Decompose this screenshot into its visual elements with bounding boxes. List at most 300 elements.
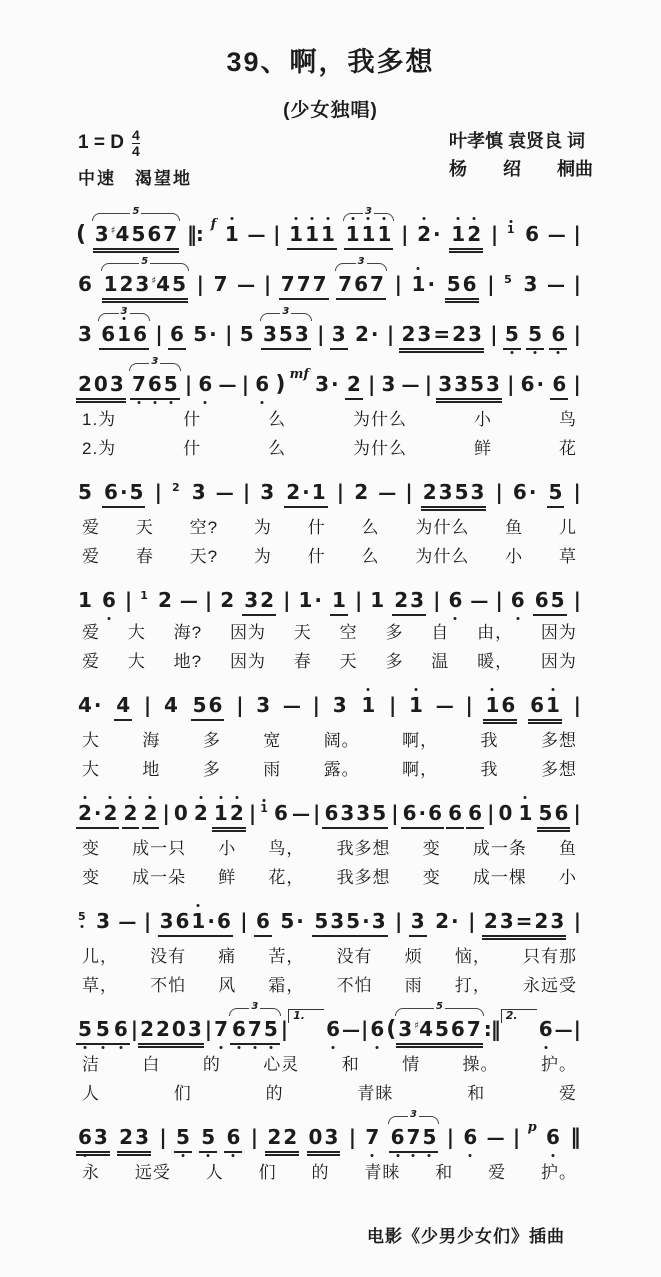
lyric-word: 远受	[134, 1162, 171, 1182]
lyric-word: 和	[467, 1083, 486, 1103]
lyric-word: 海	[142, 731, 161, 750]
lyrics-line	[76, 975, 581, 998]
dash-note: —	[547, 275, 565, 297]
barline: |	[573, 908, 580, 933]
dash-note: —	[342, 1019, 360, 1041]
barline: |	[487, 800, 494, 825]
lyric-word: 打，	[454, 975, 491, 995]
note-group: 1	[330, 589, 348, 616]
note-group: 7 6 5 3	[130, 373, 180, 400]
notation-line	[76, 206, 581, 253]
note-group: 6 1	[528, 694, 562, 724]
barline: |	[348, 1124, 356, 1149]
grace-note: 1	[505, 224, 517, 237]
dash-note: —	[554, 1019, 573, 1041]
note-group: 5	[76, 1018, 94, 1045]
lyric-word: 大	[82, 731, 100, 750]
barline: |	[354, 588, 362, 613]
lyric-word: 小	[558, 867, 577, 887]
lyric-word: 爱	[488, 1162, 507, 1182]
note-group: 6	[446, 589, 464, 614]
barline: |	[240, 908, 247, 933]
notation-line	[76, 481, 581, 511]
barline: |	[386, 322, 394, 347]
lyric-word: 春	[135, 547, 154, 567]
lyric-word: 大	[127, 652, 146, 672]
lyric-word: 心灵	[263, 1054, 300, 1074]
barline: |	[242, 480, 250, 505]
lyric-word: 变	[422, 867, 441, 887]
barline: |	[573, 800, 580, 825]
credit-composer: 杨 绍 桐曲	[449, 158, 593, 179]
grace-note: 5	[76, 911, 88, 924]
lyric-word: 不怕	[336, 975, 373, 995]
lyric-word: 花	[558, 439, 577, 459]
note-group: 4	[163, 693, 178, 717]
lyric-word: 没有	[150, 946, 187, 966]
lyrics-line	[76, 759, 581, 782]
note-group: 1 1 1 3	[344, 223, 394, 250]
music-system	[76, 589, 581, 674]
barline: |	[361, 1016, 368, 1041]
lyric-word: 变	[422, 838, 441, 858]
score	[0, 189, 661, 1184]
barline: |	[130, 1016, 138, 1041]
note-group: 6	[254, 910, 272, 937]
lyric-word: 和	[341, 1054, 360, 1074]
note-group: 1 1 1	[287, 223, 337, 250]
volta-bracket: 2.	[501, 1009, 537, 1023]
note-group: 3	[523, 272, 538, 297]
barline: |	[155, 322, 162, 347]
lyric-word: 多想	[540, 731, 577, 750]
dash-note: —	[218, 375, 237, 397]
lyric-word: 小	[218, 838, 237, 858]
note-group: 6 5	[533, 589, 567, 616]
lyric-word: 空	[339, 623, 358, 643]
barline: |	[367, 372, 375, 397]
lyric-word: 的	[202, 1054, 221, 1074]
note-group: 0	[173, 800, 188, 825]
note-group: 2 ·	[415, 223, 443, 248]
lyrics-line	[76, 438, 581, 461]
note-group: 1	[359, 694, 377, 719]
barline: |	[154, 480, 161, 505]
note-group: 1 6	[483, 694, 517, 724]
lyrics-line	[76, 1162, 581, 1185]
note-group: 3 2	[242, 589, 276, 616]
lyric-word: 天	[293, 623, 312, 643]
lyrics-line	[76, 546, 581, 569]
note-group: 3 5 3 3	[261, 323, 311, 350]
barline: |	[184, 372, 192, 397]
lyric-word: 青睐	[364, 1162, 401, 1182]
music-system	[76, 356, 581, 461]
notation-line	[76, 910, 581, 940]
lyric-word: 青睐	[357, 1083, 394, 1103]
lyric-word: 爱	[82, 518, 100, 538]
lyric-word: 爱	[82, 547, 100, 567]
note-group: 4	[114, 694, 132, 721]
note-group: 2 · 1	[284, 481, 327, 508]
note-group: 3	[260, 480, 275, 505]
note-group: 1	[78, 588, 92, 613]
dash-note: —	[237, 275, 256, 297]
barline: |	[395, 908, 402, 933]
lyric-word: 天	[135, 518, 154, 538]
lyric-word: 大	[127, 623, 146, 643]
barline: |	[573, 1016, 580, 1041]
lyric-word: 么	[268, 410, 287, 430]
note-group: 0	[498, 800, 513, 825]
note-group: 2	[192, 802, 210, 827]
volta-bracket: 1.	[288, 1009, 324, 1023]
barline: |	[204, 588, 212, 613]
barline: |	[241, 372, 249, 397]
lyric-word: 人	[82, 1083, 100, 1103]
note-group: 6 3 3 5	[322, 802, 388, 829]
note-group: 6 7 5 3	[389, 1126, 439, 1153]
note-group: 6	[461, 1126, 479, 1151]
dash-note: —	[378, 483, 397, 505]
note-group: 7 6 7 3	[336, 273, 386, 300]
lyric-word: 和	[435, 1162, 454, 1182]
note-group: 3	[191, 480, 206, 505]
note-group: 2 3 5 3	[421, 481, 487, 511]
note-group: 7 7 7	[279, 273, 329, 300]
lyric-word: 我多想	[336, 867, 391, 887]
lyric-word: 鱼	[505, 518, 524, 538]
note-group: 6 · 6	[401, 802, 444, 829]
lyric-word: 风	[218, 975, 237, 995]
lyric-word: 天	[339, 652, 358, 672]
barline: |	[313, 800, 320, 825]
lyric-word: 露。	[323, 759, 360, 779]
lyric-word: 变	[82, 838, 100, 858]
song-title: 39、啊，我多想	[226, 47, 435, 77]
lyric-word: 地	[142, 759, 161, 779]
lyric-word: 爱	[558, 1083, 577, 1103]
barline: |	[236, 693, 243, 717]
barline: |	[401, 222, 408, 247]
lyric-word: 因为	[229, 652, 266, 672]
lyric-word: 没有	[336, 946, 373, 966]
note-group: 1 ·	[410, 273, 438, 298]
barline: |	[507, 372, 514, 397]
note-group: 6	[549, 323, 567, 350]
lyric-word: 我	[480, 759, 499, 779]
note-group: 1 2 3 ♯4 5 5	[102, 273, 188, 303]
barline: |	[490, 222, 498, 247]
repeat-barline: ‖:	[186, 222, 203, 247]
barline: |	[250, 1124, 258, 1149]
note-group: 6	[273, 800, 288, 825]
note-group: 2 2	[265, 1126, 299, 1156]
lyric-word: 恼，	[454, 946, 491, 966]
note-group: 6	[168, 323, 186, 350]
note-group: 7	[213, 272, 228, 297]
notation-line	[76, 1108, 581, 1156]
lyric-word: 暖，	[477, 652, 514, 672]
lyric-word: 鲜	[474, 439, 492, 459]
notation-line	[76, 694, 581, 724]
music-system	[76, 1108, 581, 1185]
lyric-word: 2.为	[82, 439, 117, 459]
music-system	[76, 802, 581, 890]
barline: |	[405, 480, 412, 505]
lyric-word: 什	[183, 439, 202, 459]
note-group: 6	[112, 1018, 130, 1045]
lyric-word: 温	[431, 652, 450, 672]
note-group: 2	[354, 480, 369, 505]
parenthesis: )	[275, 372, 286, 398]
notation-line	[76, 306, 581, 353]
lyric-word: 人	[205, 1162, 224, 1182]
lyric-word: 鲜	[218, 867, 237, 887]
final-barline: ‖	[570, 1124, 580, 1149]
note-group: 2 ·	[354, 322, 379, 347]
note-group: 2 ·	[435, 908, 459, 933]
barline: |	[487, 272, 494, 297]
dash-note: —	[282, 696, 301, 717]
barline: |	[317, 322, 324, 347]
note-group: 3	[256, 693, 271, 717]
barline: |	[204, 1016, 212, 1041]
note-group: 1	[370, 588, 385, 613]
note-group: 3	[409, 910, 427, 937]
lyric-word: 草，	[82, 975, 118, 995]
note-group: 5 6	[537, 802, 571, 832]
parenthesis: (	[76, 222, 87, 248]
note-group: 2	[157, 588, 172, 613]
lyric-word: 为什么	[353, 410, 408, 430]
notation-line	[76, 256, 581, 303]
barline: |	[394, 272, 401, 297]
barline: |	[143, 908, 151, 933]
barline: |	[336, 480, 344, 505]
barline: |	[225, 322, 232, 347]
lyrics-line	[76, 1054, 581, 1077]
barline: |	[573, 693, 580, 717]
lyric-word: 我多想	[336, 838, 391, 858]
note-group: 2 3	[392, 589, 426, 616]
dynamic-marking: p	[527, 1119, 537, 1135]
note-group: 6 ·	[512, 480, 537, 505]
note-group: 5	[526, 323, 544, 350]
note-group: 2	[142, 802, 160, 829]
lyric-word: 痛	[218, 946, 237, 966]
lyric-word: 多	[385, 652, 404, 672]
note-group: 6	[509, 589, 527, 614]
grace-note: 1	[258, 803, 270, 816]
barline: |	[495, 480, 502, 505]
barline: |	[433, 588, 440, 613]
lyric-word: 护。	[541, 1162, 577, 1182]
lyric-word: 什	[183, 410, 202, 430]
barline: |	[143, 693, 151, 717]
lyric-word: 为什么	[415, 518, 470, 538]
lyric-word: 为什么	[415, 547, 470, 567]
music-system	[76, 256, 581, 303]
lyric-word: 么	[361, 547, 380, 567]
note-group: 6 1 6 3	[99, 323, 149, 350]
note-group: 6 ·	[520, 372, 545, 397]
note-group: 6	[537, 1018, 555, 1043]
dash-note: —	[179, 591, 198, 613]
barline: |	[273, 222, 280, 247]
grace-note: 5	[504, 273, 512, 287]
lyrics-line	[76, 517, 581, 540]
barline: |	[280, 1016, 288, 1041]
note-group: 6	[324, 1018, 342, 1043]
grace-note: 2	[171, 481, 180, 495]
note-group: 3 6 1 · 6	[158, 910, 233, 937]
lyric-word: 花，	[268, 867, 305, 887]
note-group: 3	[330, 323, 348, 350]
note-group: 2	[220, 588, 235, 613]
barline: |	[495, 588, 502, 613]
credits-block	[449, 128, 593, 184]
parenthesis: (	[386, 1016, 397, 1042]
lyric-word: 成一朵	[132, 867, 187, 887]
note-group: 6	[368, 1018, 386, 1043]
dash-note: —	[247, 225, 266, 247]
barline: |	[573, 222, 580, 247]
note-group: 5 ·	[193, 322, 217, 347]
lyric-word: 儿	[558, 518, 577, 538]
dash-note: —	[470, 591, 489, 613]
lyric-word: 为	[253, 547, 272, 567]
lyric-word: 什	[307, 547, 326, 567]
lyric-word: 操。	[462, 1054, 499, 1074]
lyric-word: 的	[265, 1083, 284, 1103]
lyric-word: 鱼	[558, 838, 577, 858]
note-group: 3	[381, 372, 396, 397]
barline: |	[196, 272, 203, 297]
note-group: 6	[525, 222, 540, 247]
lyric-word: 因为	[229, 623, 266, 643]
note-group: 0 3	[307, 1126, 341, 1156]
lyric-word: 宽	[263, 731, 282, 750]
music-system	[76, 206, 581, 253]
score-header	[0, 122, 661, 189]
note-group: 5	[547, 481, 565, 508]
lyric-word: 为	[253, 518, 272, 538]
barline: |	[124, 588, 132, 613]
lyric-word: 霜，	[268, 975, 305, 995]
lyric-word: 成一只	[132, 838, 187, 858]
lyrics-line	[76, 1083, 581, 1106]
note-group: 7	[212, 1018, 230, 1043]
lyrics-line	[76, 409, 581, 432]
lyric-word: 多	[202, 731, 221, 750]
lyric-word: 阔。	[323, 731, 360, 750]
music-system	[76, 910, 581, 998]
note-group: 6	[253, 373, 271, 398]
lyric-word: 情	[402, 1054, 421, 1074]
lyric-word: 们	[173, 1083, 192, 1103]
music-system	[76, 1000, 581, 1106]
dash-note: —	[215, 483, 234, 505]
note-group: 5 6	[445, 273, 479, 303]
note-group: 2	[122, 802, 140, 829]
barline: |	[312, 693, 319, 717]
lyric-word: 地?	[173, 652, 203, 672]
lyric-word: 不怕	[150, 975, 187, 995]
barline: |	[446, 1124, 454, 1149]
lyric-word: 我	[480, 731, 499, 750]
barline: |	[263, 272, 271, 297]
lyric-word: 的	[311, 1162, 330, 1182]
key-tempo-block	[78, 128, 192, 189]
lyric-word: 什	[307, 518, 326, 538]
barline: |	[159, 1124, 166, 1149]
dash-note: —	[401, 375, 420, 397]
note-group: 1 2	[449, 223, 483, 253]
lyric-word: 天?	[189, 547, 219, 567]
note-group: 2	[345, 373, 363, 400]
barline: |	[573, 272, 580, 297]
lyric-word: 雨	[404, 975, 423, 995]
note-group: 2 0 3	[76, 373, 126, 403]
notation-line	[76, 1000, 581, 1048]
dynamic-marking: mf	[289, 367, 309, 383]
note-group: 1 ·	[298, 588, 322, 613]
notation-line	[76, 589, 581, 616]
note-group: 5	[94, 1018, 112, 1045]
note-group: 5	[199, 1126, 217, 1153]
lyric-word: 多	[385, 623, 404, 643]
repeat-barline: :‖	[483, 1016, 500, 1041]
lyrics-line	[76, 838, 581, 861]
source-note: 电影《少男少女们》插曲	[367, 1227, 565, 1247]
time-signature: $\frac{4}{4}$	[131, 127, 140, 159]
lyric-word: 大	[82, 759, 100, 779]
dash-note: —	[547, 225, 566, 247]
lyric-word: 永	[82, 1162, 100, 1182]
dynamic-marking: f	[210, 217, 217, 233]
note-group: 5	[503, 323, 521, 350]
barline: |	[573, 588, 580, 613]
note-group: 1	[407, 694, 425, 719]
note-group: 5	[174, 1126, 192, 1153]
barline: |	[424, 372, 432, 397]
note-group: 6 · 5	[102, 481, 145, 508]
note-group: 5 ·	[280, 908, 304, 933]
note-group: 1	[517, 802, 535, 827]
lyric-word: 因为	[540, 652, 577, 672]
barline: |	[391, 800, 398, 825]
lyric-word: 烦	[404, 946, 423, 966]
grace-note: 1	[140, 589, 148, 603]
notation-line	[76, 802, 581, 832]
note-group: 6	[196, 373, 214, 398]
note-group: 5 3 5 · 3	[312, 910, 387, 937]
lyrics-line	[76, 867, 581, 890]
dash-note: —	[291, 803, 310, 825]
note-group: 7	[363, 1126, 381, 1151]
note-group: 3 ♯4 5 6 7 5	[93, 223, 179, 253]
lyrics-line	[76, 730, 581, 753]
note-group: 5	[78, 480, 92, 505]
note-group: 2 · 2	[76, 802, 119, 829]
lyric-word: 苦，	[268, 946, 305, 966]
barline: |	[573, 480, 580, 505]
lyrics-line	[76, 946, 581, 969]
tempo-marking: 中速 渴望地	[78, 169, 192, 189]
note-group: 3	[96, 908, 110, 933]
barline: |	[468, 908, 475, 933]
